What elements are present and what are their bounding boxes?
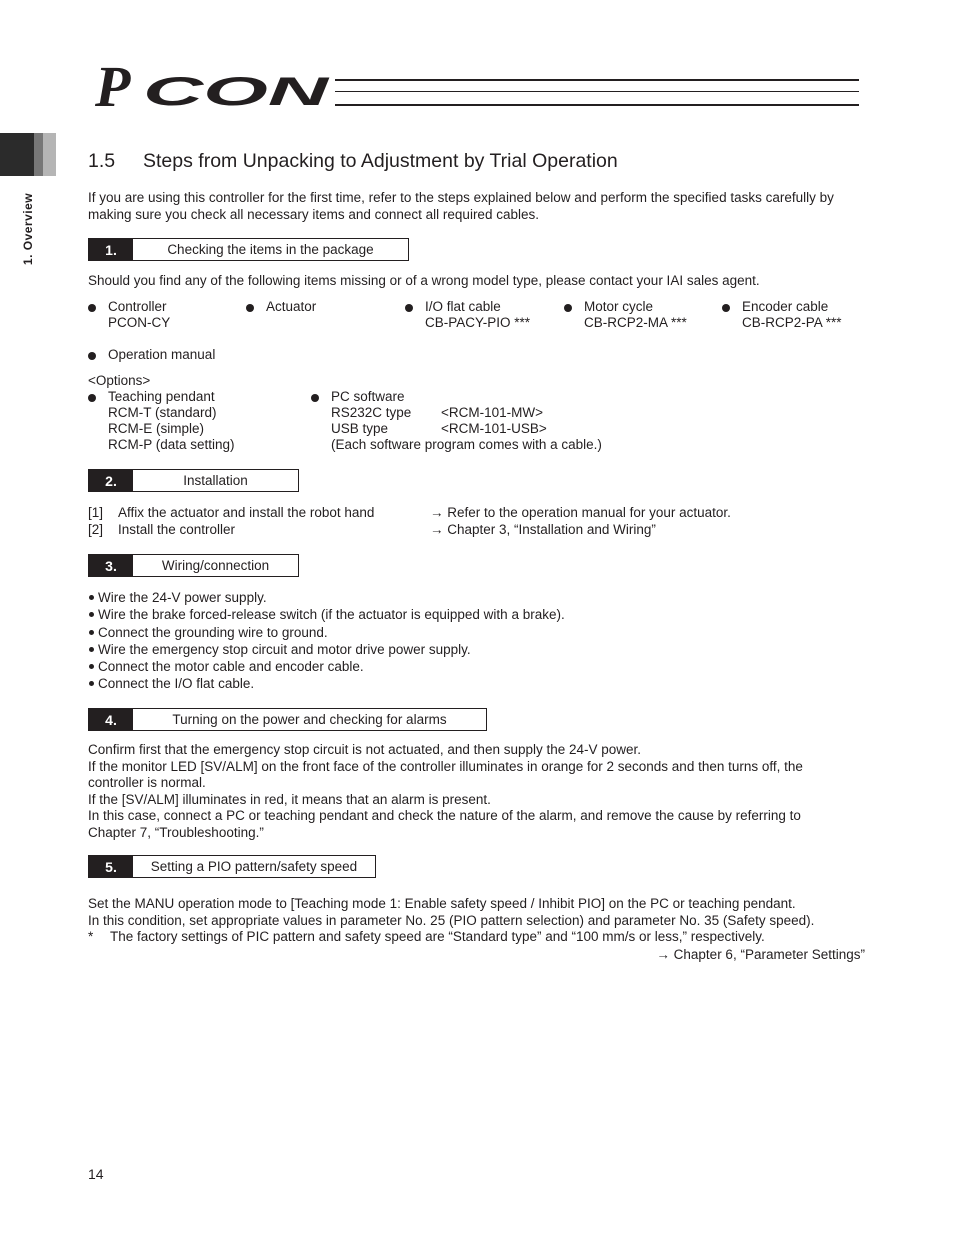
svg-text:P: P	[95, 60, 131, 112]
bullet-dot	[88, 304, 96, 312]
intro-paragraph: If you are using this controller for the first time, refer to the steps explained below and perform the specified tasks carefully by making sure you check all necessary items and connect all required cables.	[88, 190, 834, 222]
header-rule	[335, 104, 859, 106]
step-number: 1.	[89, 239, 133, 260]
step-5-body: Set the MANU operation mode to [Teaching mode 1: Enable safety speed / Inhibit PIO] on the PC or teaching pendant. In this condition, set appropriate values in parameter No. 25 (PIO pattern selection) and parameter No. 35 (Safety speed). * The factory settings of PIC pattern and safety speed are “Standard type” and “100 mm/s or less,” respectively.	[88, 896, 815, 944]
step-5-header	[88, 855, 376, 878]
section-title: Steps from Unpacking to Adjustment by Trial Operation	[143, 150, 618, 172]
header-rule	[335, 79, 859, 81]
list-item: Connect the I/O flat cable.	[88, 675, 254, 692]
chapter-tab-stripe	[34, 133, 43, 176]
bullet-dot	[722, 304, 730, 312]
step-4-body: Confirm first that the emergency stop circuit is not actuated, and then supply the 24-V power. If the monitor LED [SV/ALM] on the front face of the controller illuminates in orange for 2 seconds and then turns off, the controller is normal. If the [SV/ALM] illuminates in red, it means that an alarm is present. In this case, connect a PC or teaching pendant and check the nature of the alarm, and remove the cause by referring to Chapter 7, “Troubleshooting.”	[88, 742, 803, 840]
svg-text:CON: CON	[143, 70, 331, 112]
reference-link: → Refer to the operation manual for your actuator.	[430, 505, 731, 520]
header-rule	[335, 91, 859, 92]
chapter-side-label: 1. Overview	[21, 192, 35, 266]
step-title: Setting a PIO pattern/safety speed	[150, 859, 358, 874]
step-title: Installation	[183, 473, 248, 488]
bullet-dot	[88, 352, 96, 360]
bullet-dot	[405, 304, 413, 312]
page-number: 14	[88, 1166, 104, 1182]
step-number: 2.	[89, 470, 133, 491]
bullet-dot	[564, 304, 572, 312]
bullet-dot	[311, 394, 319, 402]
step-1-header	[88, 238, 409, 261]
step-4-header	[88, 708, 487, 731]
list-item: Connect the grounding wire to ground.	[88, 624, 328, 641]
list-item: Connect the motor cable and encoder cable.	[88, 658, 364, 675]
bullet-dot	[88, 394, 96, 402]
pcon-logo	[95, 60, 335, 112]
list-item: Wire the brake forced-release switch (if the actuator is equipped with a brake).	[88, 606, 565, 623]
chapter-tab	[0, 133, 34, 176]
options-label: <Options>	[88, 373, 151, 388]
step-number: 3.	[89, 555, 133, 576]
section-heading	[88, 150, 618, 173]
list-item: Wire the emergency stop circuit and motor drive power supply.	[88, 641, 471, 658]
step-2-header	[88, 469, 299, 492]
step-number: 4.	[89, 709, 133, 730]
step-title: Checking the items in the package	[167, 242, 374, 257]
reference-link: → Chapter 6, “Parameter Settings”	[656, 947, 865, 962]
list-item: [1] Affix the actuator and install the robot hand	[88, 505, 375, 520]
list-item: [2] Install the controller	[88, 522, 236, 537]
step-number: 5.	[89, 856, 133, 877]
step-title: Turning on the power and checking for alarms	[172, 712, 447, 727]
section-number: 1.5	[88, 150, 116, 172]
step-title: Wiring/connection	[161, 558, 270, 573]
chapter-tab-stripe	[43, 133, 56, 176]
bullet-dot	[246, 304, 254, 312]
list-item: Wire the 24-V power supply.	[88, 589, 267, 606]
step-1-note: Should you find any of the following items missing or of a wrong model type, please contact your IAI sales agent.	[88, 273, 760, 288]
reference-link: → Chapter 3, “Installation and Wiring”	[430, 522, 656, 537]
step-3-header	[88, 554, 299, 577]
